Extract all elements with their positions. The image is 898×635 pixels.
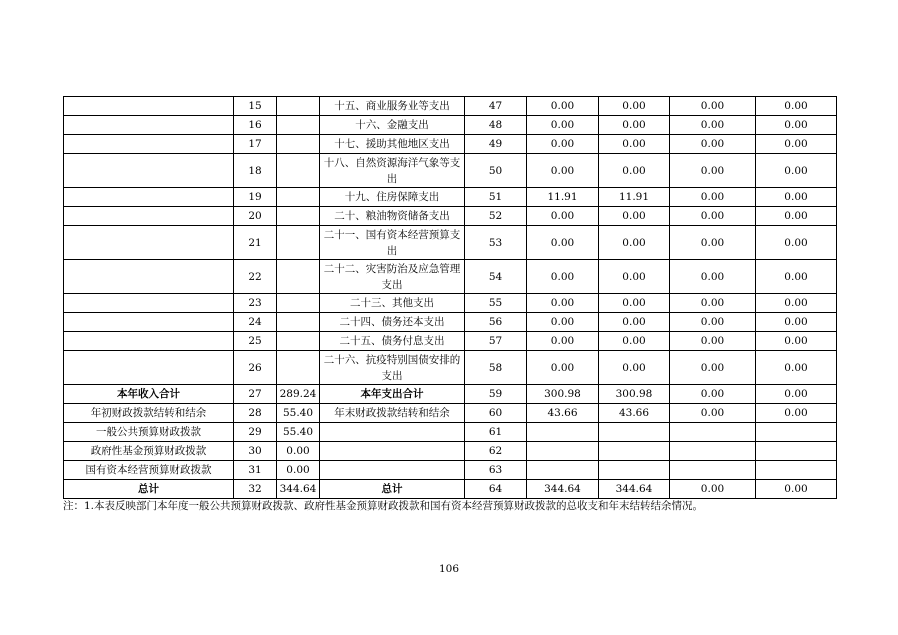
left-label-cell: 总计	[64, 480, 234, 499]
table-row	[64, 260, 837, 294]
table-row	[64, 207, 837, 226]
left-no-cell: 21	[234, 226, 277, 260]
left-no-cell: 32	[234, 480, 277, 499]
right-no-cell: 54	[465, 260, 527, 294]
left-no-cell: 30	[234, 442, 277, 461]
table-row	[64, 154, 837, 188]
right-no-cell: 64	[465, 480, 527, 499]
left-no-cell: 20	[234, 207, 277, 226]
left-label-cell: 年初财政拨款结转和结余	[64, 404, 234, 423]
amount-total-cell: 0.00	[527, 207, 599, 226]
table-row	[64, 294, 837, 313]
left-amount-cell	[277, 154, 320, 188]
amount-fund-cell: 0.00	[670, 351, 756, 385]
table-row	[64, 332, 837, 351]
amount-fund-cell: 0.00	[670, 480, 756, 499]
left-amount-cell	[277, 294, 320, 313]
amount-capital-cell: 0.00	[756, 188, 837, 207]
left-label-cell	[64, 294, 234, 313]
amount-fund-cell: 0.00	[670, 116, 756, 135]
right-label-cell: 二十一、国有资本经营预算支出	[320, 226, 465, 260]
budget-table	[63, 96, 837, 499]
table-row	[64, 385, 837, 404]
left-no-cell: 18	[234, 154, 277, 188]
amount-capital-cell	[756, 461, 837, 480]
amount-capital-cell	[756, 442, 837, 461]
left-label-cell	[64, 154, 234, 188]
amount-total-cell: 300.98	[527, 385, 599, 404]
amount-general-cell	[599, 442, 670, 461]
right-no-cell: 51	[465, 188, 527, 207]
right-no-cell: 63	[465, 461, 527, 480]
amount-fund-cell: 0.00	[670, 154, 756, 188]
table-row	[64, 313, 837, 332]
right-no-cell: 56	[465, 313, 527, 332]
table-row	[64, 480, 837, 499]
left-no-cell: 25	[234, 332, 277, 351]
amount-general-cell: 0.00	[599, 207, 670, 226]
left-label-cell	[64, 116, 234, 135]
left-amount-cell	[277, 188, 320, 207]
amount-general-cell: 0.00	[599, 260, 670, 294]
left-label-cell	[64, 332, 234, 351]
table-row	[64, 351, 837, 385]
table-footnote: 注：1.本表反映部门本年度一般公共预算财政拨款、政府性基金预算财政拨款和国有资本经营预算财政拨款的总收支和年末结转结余情况。	[63, 500, 704, 512]
amount-fund-cell	[670, 442, 756, 461]
left-label-cell	[64, 97, 234, 116]
left-label-cell	[64, 313, 234, 332]
amount-fund-cell: 0.00	[670, 260, 756, 294]
right-label-cell: 十九、住房保障支出	[320, 188, 465, 207]
amount-fund-cell: 0.00	[670, 97, 756, 116]
table-row	[64, 404, 837, 423]
amount-fund-cell: 0.00	[670, 313, 756, 332]
left-amount-cell	[277, 351, 320, 385]
amount-fund-cell	[670, 423, 756, 442]
amount-capital-cell: 0.00	[756, 116, 837, 135]
amount-total-cell	[527, 442, 599, 461]
right-label-cell: 总计	[320, 480, 465, 499]
left-label-cell	[64, 135, 234, 154]
left-no-cell: 19	[234, 188, 277, 207]
left-label-cell: 国有资本经营预算财政拨款	[64, 461, 234, 480]
left-label-cell	[64, 226, 234, 260]
right-label-cell: 年末财政拨款结转和结余	[320, 404, 465, 423]
amount-general-cell: 0.00	[599, 116, 670, 135]
amount-capital-cell: 0.00	[756, 351, 837, 385]
amount-general-cell: 0.00	[599, 294, 670, 313]
amount-general-cell: 0.00	[599, 226, 670, 260]
amount-general-cell: 344.64	[599, 480, 670, 499]
left-no-cell: 22	[234, 260, 277, 294]
left-label-cell	[64, 351, 234, 385]
left-amount-cell: 0.00	[277, 442, 320, 461]
right-label-cell: 十八、自然资源海洋气象等支出	[320, 154, 465, 188]
page-number: 106	[438, 563, 460, 575]
amount-general-cell: 0.00	[599, 332, 670, 351]
left-no-cell: 26	[234, 351, 277, 385]
table-body	[64, 97, 837, 499]
left-amount-cell	[277, 313, 320, 332]
left-label-cell: 一般公共预算财政拨款	[64, 423, 234, 442]
left-amount-cell	[277, 135, 320, 154]
amount-fund-cell	[670, 461, 756, 480]
right-label-cell: 二十、粮油物资储备支出	[320, 207, 465, 226]
left-no-cell: 23	[234, 294, 277, 313]
right-no-cell: 55	[465, 294, 527, 313]
right-no-cell: 57	[465, 332, 527, 351]
amount-fund-cell: 0.00	[670, 188, 756, 207]
amount-capital-cell: 0.00	[756, 154, 837, 188]
left-amount-cell: 289.24	[277, 385, 320, 404]
right-no-cell: 53	[465, 226, 527, 260]
amount-general-cell: 0.00	[599, 313, 670, 332]
amount-capital-cell: 0.00	[756, 135, 837, 154]
left-no-cell: 15	[234, 97, 277, 116]
amount-general-cell: 0.00	[599, 135, 670, 154]
left-amount-cell: 344.64	[277, 480, 320, 499]
right-label-cell: 十五、商业服务业等支出	[320, 97, 465, 116]
right-no-cell: 50	[465, 154, 527, 188]
table-row	[64, 461, 837, 480]
amount-total-cell	[527, 423, 599, 442]
amount-total-cell: 0.00	[527, 226, 599, 260]
left-label-cell	[64, 260, 234, 294]
amount-total-cell: 0.00	[527, 260, 599, 294]
amount-total-cell: 344.64	[527, 480, 599, 499]
right-no-cell: 60	[465, 404, 527, 423]
amount-fund-cell: 0.00	[670, 385, 756, 404]
right-no-cell: 61	[465, 423, 527, 442]
left-no-cell: 29	[234, 423, 277, 442]
amount-total-cell	[527, 461, 599, 480]
amount-fund-cell: 0.00	[670, 294, 756, 313]
left-amount-cell	[277, 116, 320, 135]
right-label-cell: 十六、金融支出	[320, 116, 465, 135]
left-no-cell: 28	[234, 404, 277, 423]
left-label-cell	[64, 207, 234, 226]
table-row	[64, 226, 837, 260]
amount-capital-cell: 0.00	[756, 294, 837, 313]
amount-fund-cell: 0.00	[670, 332, 756, 351]
amount-fund-cell: 0.00	[670, 404, 756, 423]
left-amount-cell	[277, 207, 320, 226]
right-label-cell: 二十六、抗疫特别国债安排的支出	[320, 351, 465, 385]
right-label-cell	[320, 461, 465, 480]
right-label-cell: 十七、援助其他地区支出	[320, 135, 465, 154]
amount-total-cell: 0.00	[527, 97, 599, 116]
table-row	[64, 116, 837, 135]
amount-capital-cell: 0.00	[756, 207, 837, 226]
left-no-cell: 31	[234, 461, 277, 480]
amount-capital-cell: 0.00	[756, 97, 837, 116]
right-no-cell: 47	[465, 97, 527, 116]
right-label-cell	[320, 442, 465, 461]
table-row	[64, 188, 837, 207]
left-no-cell: 27	[234, 385, 277, 404]
left-amount-cell: 55.40	[277, 404, 320, 423]
amount-capital-cell: 0.00	[756, 313, 837, 332]
right-no-cell: 52	[465, 207, 527, 226]
right-label-cell	[320, 423, 465, 442]
amount-general-cell: 0.00	[599, 97, 670, 116]
left-no-cell: 24	[234, 313, 277, 332]
left-label-cell: 本年收入合计	[64, 385, 234, 404]
amount-capital-cell: 0.00	[756, 332, 837, 351]
right-label-cell: 二十三、其他支出	[320, 294, 465, 313]
table-row	[64, 442, 837, 461]
right-no-cell: 58	[465, 351, 527, 385]
amount-total-cell: 0.00	[527, 313, 599, 332]
right-label-cell: 二十四、债务还本支出	[320, 313, 465, 332]
amount-total-cell: 0.00	[527, 332, 599, 351]
amount-capital-cell: 0.00	[756, 385, 837, 404]
left-no-cell: 16	[234, 116, 277, 135]
amount-total-cell: 0.00	[527, 116, 599, 135]
amount-general-cell	[599, 423, 670, 442]
amount-capital-cell	[756, 423, 837, 442]
right-label-cell: 二十二、灾害防治及应急管理支出	[320, 260, 465, 294]
left-amount-cell: 55.40	[277, 423, 320, 442]
left-label-cell: 政府性基金预算财政拨款	[64, 442, 234, 461]
amount-capital-cell: 0.00	[756, 260, 837, 294]
amount-capital-cell: 0.00	[756, 226, 837, 260]
right-no-cell: 59	[465, 385, 527, 404]
amount-fund-cell: 0.00	[670, 207, 756, 226]
left-amount-cell	[277, 332, 320, 351]
right-no-cell: 48	[465, 116, 527, 135]
amount-capital-cell: 0.00	[756, 480, 837, 499]
amount-total-cell: 0.00	[527, 294, 599, 313]
amount-total-cell: 0.00	[527, 351, 599, 385]
amount-fund-cell: 0.00	[670, 226, 756, 260]
amount-capital-cell: 0.00	[756, 404, 837, 423]
right-label-cell: 本年支出合计	[320, 385, 465, 404]
left-amount-cell: 0.00	[277, 461, 320, 480]
amount-total-cell: 0.00	[527, 135, 599, 154]
table-row	[64, 135, 837, 154]
amount-total-cell: 11.91	[527, 188, 599, 207]
table-row	[64, 97, 837, 116]
amount-general-cell: 300.98	[599, 385, 670, 404]
amount-total-cell: 43.66	[527, 404, 599, 423]
amount-general-cell: 0.00	[599, 154, 670, 188]
amount-general-cell: 11.91	[599, 188, 670, 207]
right-label-cell: 二十五、债务付息支出	[320, 332, 465, 351]
left-amount-cell	[277, 97, 320, 116]
table-row	[64, 423, 837, 442]
right-no-cell: 62	[465, 442, 527, 461]
amount-total-cell: 0.00	[527, 154, 599, 188]
amount-general-cell: 43.66	[599, 404, 670, 423]
amount-general-cell	[599, 461, 670, 480]
left-no-cell: 17	[234, 135, 277, 154]
right-no-cell: 49	[465, 135, 527, 154]
amount-fund-cell: 0.00	[670, 135, 756, 154]
left-label-cell	[64, 188, 234, 207]
left-amount-cell	[277, 260, 320, 294]
left-amount-cell	[277, 226, 320, 260]
amount-general-cell: 0.00	[599, 351, 670, 385]
